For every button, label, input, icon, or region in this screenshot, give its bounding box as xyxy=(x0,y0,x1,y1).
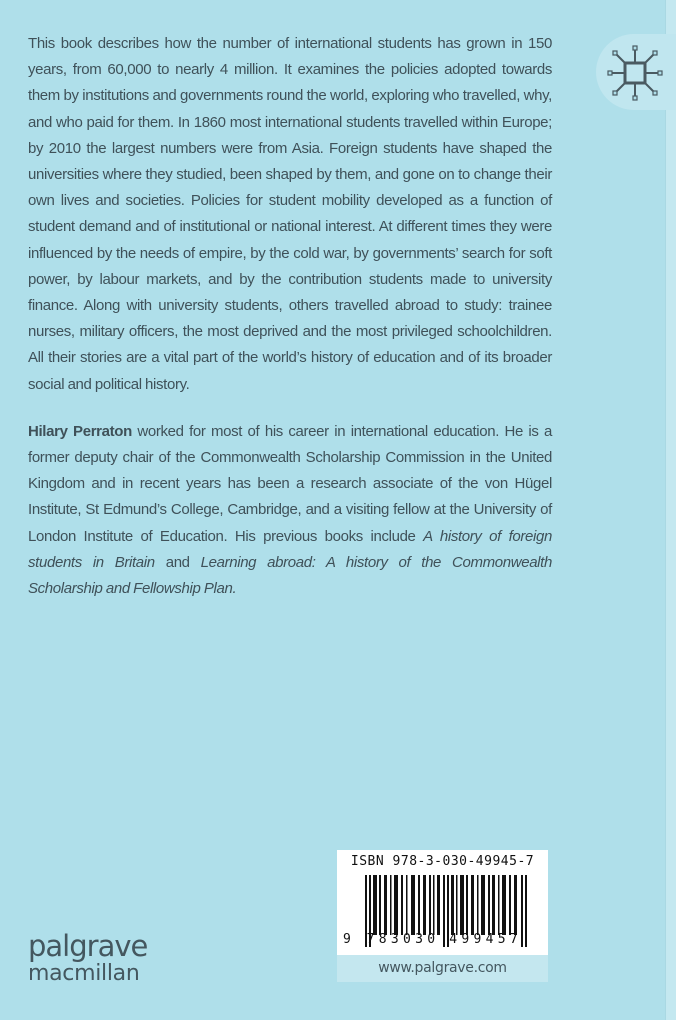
circuit-chip-icon xyxy=(606,44,664,102)
publisher-logo-tab xyxy=(596,34,676,110)
publisher-name-line2: macmillan xyxy=(28,960,140,986)
book-title-1: A history of foreign students in Britain xyxy=(28,527,552,571)
book-spine-edge xyxy=(665,0,676,1020)
isbn-barcode xyxy=(337,850,548,955)
author-bio: Hilary Perraton worked for most of his career in international education. He is a former deputy chair of the Commonwealth Scholarship Commission in the United Kingdom and in recent years has been a research associate of the von Hügel Institute, St Edmund’s College, Cambridge, and a visiting fellow at the University of London Institute of Education. His previous books include A history of foreign students in Britain and Learning abroad: A history of the Commonwealth Scholarship and Fellowship Plan. xyxy=(28,422,552,598)
book-blurb: This book describes how the number of international students has grown in 150 years, from 60,000 to nearly 4 million. It examines the policies adopted towards them by institutions and governments round the world, exploring who travelled, why, and who paid for them. In 1860 most international students travelled within Europe; by 2010 the largest numbers were from Asia. Foreign students have shaped the universities where they studied, been shaped by them, and gone on to change their own lives and societies. Policies for student mobility developed as a function of student demand and of institutional or national interest. At different times they were influenced by the needs of empire, by the cold war, by governments’ search for soft power, by labour markets, and by the contribution students made to university finance. Along with university students, others travelled abroad to study: trainee nurses, military officers, the most deprived and the most privileged schoolchildren. All their stories are a vital part of the world’s history of education and of its broader social and political history. xyxy=(28,35,552,393)
publisher-logo xyxy=(28,929,148,986)
barcode-digits: 9 783030 499457 xyxy=(343,932,523,947)
book-title-2: Learning abroad: A history of the Commonwealth Scholarship and Fellowship Plan. xyxy=(28,553,552,598)
isbn-label: ISBN 978-3-030-49945-7 xyxy=(350,854,535,869)
publisher-name-line1: palgrave xyxy=(28,929,148,963)
publisher-url: www.palgrave.com xyxy=(337,955,548,982)
back-cover-text xyxy=(28,31,552,602)
author-name: Hilary Perraton xyxy=(28,422,132,440)
